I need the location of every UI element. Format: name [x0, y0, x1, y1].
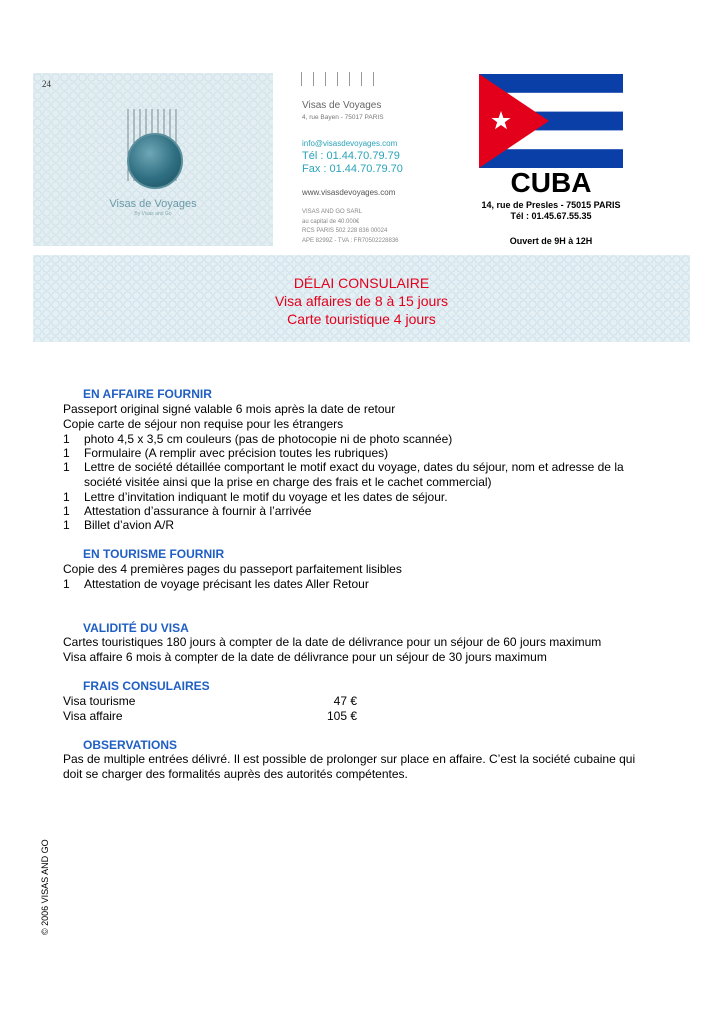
embassy-contact	[470, 200, 632, 222]
item-text: Lettre de société détaillée comportant le motif exact du voyage, dates du séjour, nom et adresse de la société visitée ainsi que la prise en charge des frais et le cachet commercial)	[84, 460, 624, 489]
item-count: 1	[63, 446, 70, 460]
company-line: au capital de 40.000€	[302, 218, 360, 225]
validite-line: Visa affaire 6 mois à compter de la date de délivrance pour un séjour de 30 jours maximum	[63, 650, 547, 664]
agency-email-link[interactable]: info@visasdevoyages.com	[302, 139, 398, 148]
decorative-ticks	[301, 72, 385, 86]
item-text: Billet d’avion A/R	[84, 518, 175, 532]
item-text: photo 4,5 x 3,5 cm couleurs (pas de photocopie ni de photo scannée)	[84, 432, 453, 446]
item-count: 1	[63, 460, 70, 474]
agency-fax: Fax : 01.44.70.79.70	[302, 163, 403, 175]
tourisme-line: Copie des 4 premières pages du passeport parfaitement lisibles	[63, 562, 402, 576]
banner-business-delay: Visa affaires de 8 à 15 jours	[274, 293, 449, 309]
company-line: APE 8299Z - TVA : FR70502228836	[302, 237, 399, 244]
section-title-frais: FRAIS CONSULAIRES	[83, 679, 210, 693]
affaire-line: Passeport original signé valable 6 mois après la date de retour	[63, 402, 396, 416]
banner-tourist-delay: Carte touristique 4 jours	[287, 311, 436, 327]
banner-title: DÉLAI CONSULAIRE	[293, 275, 430, 291]
item-text: Attestation de voyage précisant les dates Aller Retour	[84, 577, 369, 591]
agency-company-info	[302, 208, 399, 246]
page-number: 24	[42, 79, 51, 89]
globe-icon	[127, 133, 183, 189]
section-title-tourisme: EN TOURISME FOURNIR	[83, 547, 225, 561]
item-text: Attestation d’assurance à fournir à l’arrivée	[84, 504, 312, 518]
observations-text: Pas de multiple entrées délivré. Il est possible de prolonger sur place en affaire. C’est la société cubaine qui doit se charger des formalités auprès des autorités compétentes.	[63, 752, 636, 781]
item-count: 1	[63, 577, 70, 591]
agency-name: Visas de Voyages	[302, 100, 382, 111]
country-title: CUBA	[510, 167, 592, 198]
section-title-observations: OBSERVATIONS	[83, 738, 178, 752]
company-line: VISAS AND GO SARL	[302, 209, 363, 215]
fee-value: 105 €	[326, 709, 357, 723]
logo-subtitle: By Visas and Go	[134, 211, 172, 217]
item-text: Formulaire (A remplir avec précision toutes les rubriques)	[84, 446, 389, 460]
copyright-notice: © 2006 VISAS AND GO	[40, 839, 50, 935]
item-count: 1	[63, 490, 70, 504]
affaire-line: Copie carte de séjour non requise pour les étrangers	[63, 417, 344, 431]
fee-value: 47 €	[333, 694, 357, 708]
item-text: Lettre d’invitation indiquant le motif du voyage et les dates de séjour.	[84, 490, 448, 504]
agency-website-link[interactable]: www.visasdevoyages.com	[302, 188, 396, 197]
validite-line: Cartes touristiques 180 jours à compter de la date de délivrance pour un séjour de 60 jours maximum	[63, 635, 602, 649]
embassy-hours: Ouvert de 9H à 12H	[509, 236, 593, 246]
section-title-affaire: EN AFFAIRE FOURNIR	[83, 387, 212, 401]
logo-title: Visas de Voyages	[109, 198, 197, 210]
embassy-address: 14, rue de Presles - 75015 PARIS	[481, 200, 621, 210]
fee-label: Visa affaire	[63, 709, 123, 723]
fee-label: Visa tourisme	[63, 694, 136, 708]
agency-address: 4, rue Bayen - 75017 PARIS	[302, 114, 384, 121]
agency-logo-panel	[33, 73, 273, 246]
company-line: RCS PARIS 502 228 836 00024	[302, 228, 388, 234]
section-title-validite: VALIDITÉ DU VISA	[83, 621, 189, 635]
cuba-flag-icon	[479, 74, 623, 168]
item-count: 1	[63, 432, 70, 446]
item-count: 1	[63, 504, 70, 518]
agency-phone: Tél : 01.44.70.79.79	[302, 150, 400, 162]
embassy-phone: Tél : 01.45.67.55.35	[510, 211, 592, 221]
item-count: 1	[63, 518, 70, 532]
